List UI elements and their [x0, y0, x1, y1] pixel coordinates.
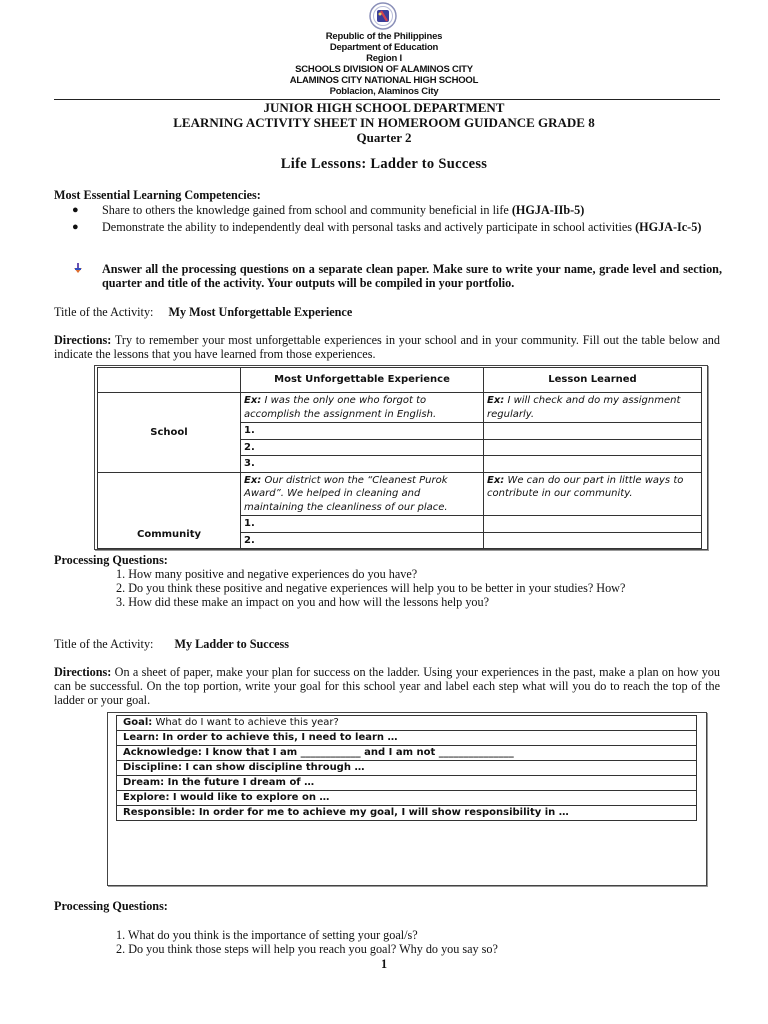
competency-text: Share to others the knowledge gained from school and community beneficial in life [102, 203, 512, 217]
ladder-row-dream: Dream: In the future I dream of … [117, 776, 697, 791]
community-lesson-1[interactable] [484, 516, 702, 533]
activity1-title-label: Title of the Activity: [54, 305, 154, 319]
ladder-row-learn: Learn: In order to achieve this, I need to learn … [117, 731, 697, 746]
header-line-division: SCHOOLS DIVISION OF ALAMINOS CITY [295, 64, 473, 75]
department-title: JUNIOR HIGH SCHOOL DEPARTMENT [263, 100, 505, 115]
bullet-icon: ● [72, 204, 79, 216]
activity1-title-value: My Most Unforgettable Experience [168, 305, 353, 319]
directions-text: Try to remember your most unforgettable experiences in your school and in your community. Fill out the table below and indicate the lessons that you have learned from those experiences. [54, 333, 720, 361]
row-label-community: Community [98, 472, 241, 549]
school-entry-1[interactable]: 1. [241, 423, 484, 440]
question-item: 1. How many positive and negative experiences do you have? [116, 567, 418, 581]
competency-item [72, 203, 722, 217]
school-lesson-3[interactable] [484, 456, 702, 473]
row-label-school: School [98, 393, 241, 473]
community-example-lesson: Ex: We can do our part in little ways to contribute in our community. [484, 472, 702, 516]
header-line-republic: Republic of the Philippines [325, 31, 443, 42]
sheet-title: LEARNING ACTIVITY SHEET IN HOMEROOM GUIDANCE GRADE 8 [173, 115, 595, 130]
competency-item [72, 220, 722, 234]
ladder-row-goal: Goal: What do I want to achieve this year? [117, 716, 697, 731]
question-item: 2. Do you think those steps will help you reach you goal? Why do you say so? [116, 942, 498, 956]
table-header-experience: Most Unforgettable Experience [241, 368, 484, 393]
header-line-school: ALAMINOS CITY NATIONAL HIGH SCHOOL [289, 75, 479, 86]
competency-code: (HGJA-Ic-5) [635, 220, 702, 234]
header-line-region: Region I [366, 53, 402, 64]
activity1-title [54, 305, 352, 319]
competency-text: Demonstrate the ability to independently deal with personal tasks and actively participate in school activities [102, 220, 636, 234]
header-line-address: Poblacion, Alaminos City [329, 86, 439, 97]
bullet-icon: ● [72, 221, 79, 233]
ladder-row-discipline: Discipline: I can show discipline through … [117, 761, 697, 776]
instruction-block [72, 262, 722, 290]
school-entry-3[interactable]: 3. [241, 456, 484, 473]
directions-label: Directions: [54, 665, 112, 679]
school-example-experience: Ex: I was the only one who forgot to accomplish the assignment in English. [241, 393, 484, 423]
lesson-title: Life Lessons: Ladder to Success [280, 156, 488, 172]
competencies-heading: Most Essential Learning Competencies: [54, 188, 261, 202]
processing-questions-2 [116, 928, 736, 956]
competency-code: (HGJA-IIb-5) [511, 203, 585, 217]
directions-label: Directions: [54, 333, 112, 347]
activity2-directions [54, 665, 720, 707]
ladder-row-responsible: Responsible: In order for me to achieve my goal, I will show responsibility in … [117, 806, 697, 821]
question-item: 2. Do you think these positive and negative experiences will help you to be better in your studies? How? [116, 581, 626, 595]
activity2-title-value: My Ladder to Success [174, 637, 290, 651]
ladder-row-acknowledge: Acknowledge: I know that I am ____________ and I am not _______________ [117, 746, 697, 761]
school-lesson-2[interactable] [484, 439, 702, 456]
community-lesson-2[interactable] [484, 532, 702, 549]
instruction-text: Answer all the processing questions on a separate clean paper. Make sure to write your name, grade level and section, quarter and title of the activity. Your outputs will be compiled in your portfolio. [102, 262, 722, 290]
directions-text: On a sheet of paper, make your plan for success on the ladder. Using your experiences in the past, make a plan on how you can be successful. On the top portion, write your goal for this school year and label each step what will you do to reach the top of the ladder or your goal. [54, 665, 720, 707]
activity2-title-label: Title of the Activity: [54, 637, 154, 651]
ladder-table [116, 715, 697, 821]
processing-questions-1 [116, 567, 736, 609]
processing-heading-1: Processing Questions: [54, 553, 168, 567]
arrow-down-bullet-icon [72, 262, 102, 290]
page-number: 1 [380, 957, 388, 971]
community-entry-1[interactable]: 1. [241, 516, 484, 533]
school-entry-2[interactable]: 2. [241, 439, 484, 456]
competencies-list [72, 203, 722, 234]
table-header-blank [98, 368, 241, 393]
question-item: 3. How did these make an impact on you and how will the lessons help you? [116, 595, 490, 609]
processing-heading-2: Processing Questions: [54, 899, 168, 913]
quarter-label: Quarter 2 [356, 130, 412, 145]
experience-table [97, 367, 702, 549]
table-header-lesson: Lesson Learned [484, 368, 702, 393]
school-example-lesson: Ex: I will check and do my assignment regularly. [484, 393, 702, 423]
school-lesson-1[interactable] [484, 423, 702, 440]
header-line-deped: Department of Education [329, 42, 439, 53]
deped-seal-icon [363, 2, 403, 30]
activity2-title [54, 637, 289, 651]
activity1-directions [54, 333, 720, 361]
community-entry-2[interactable]: 2. [241, 532, 484, 549]
ladder-row-explore: Explore: I would like to explore on … [117, 791, 697, 806]
community-example-experience: Ex: Our district won the “Cleanest Purok Award”. We helped in cleaning and maintaining the cleanliness of our place. [241, 472, 484, 516]
question-item: 1. What do you think is the importance of setting your goal/s? [116, 928, 418, 942]
